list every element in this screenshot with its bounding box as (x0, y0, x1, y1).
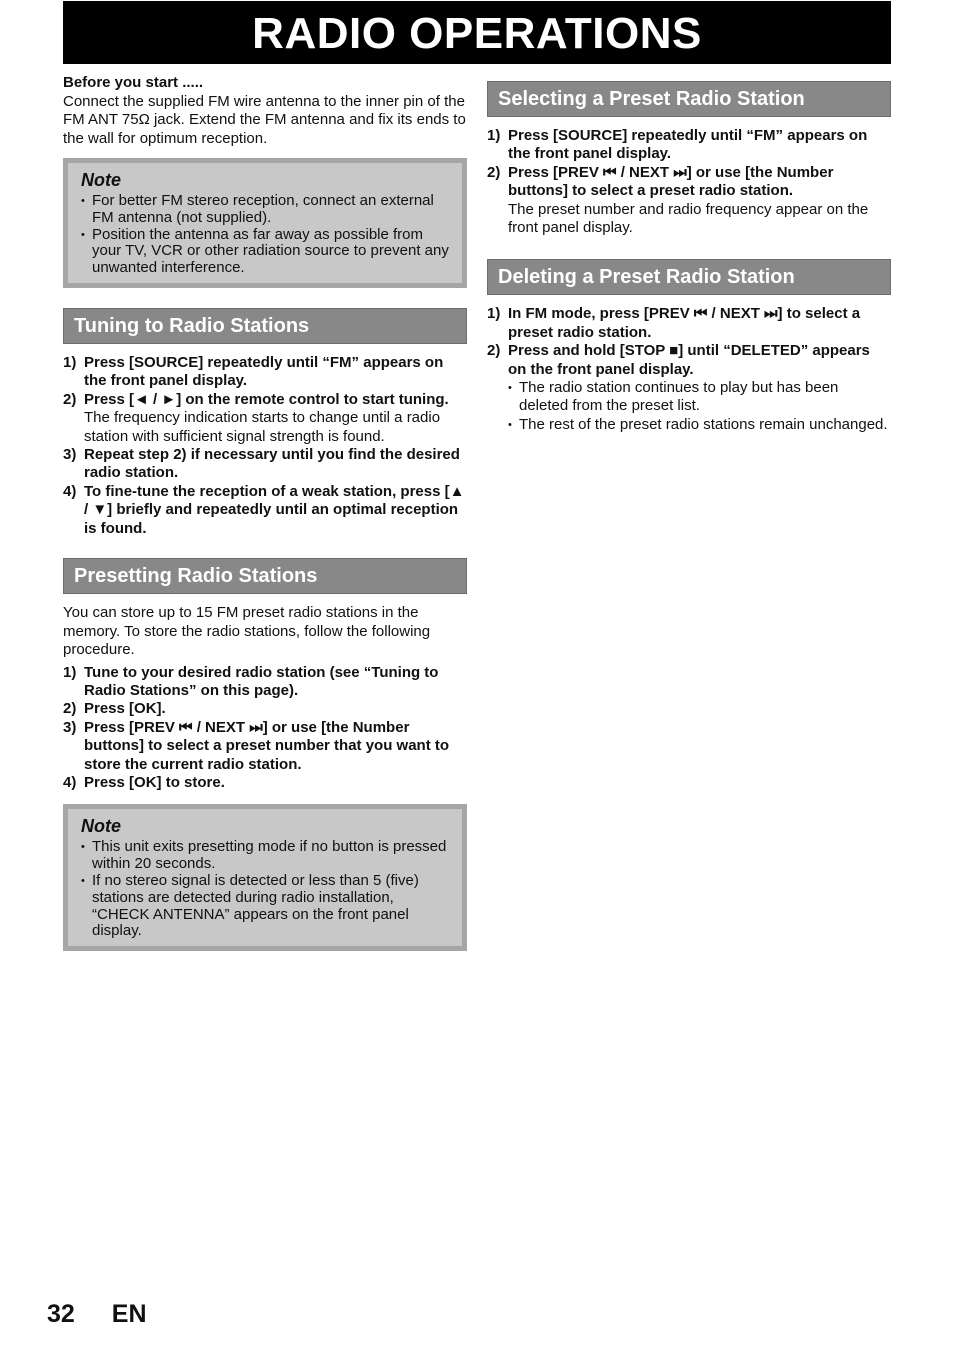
note-box-antenna (63, 158, 467, 288)
step-text: To fine-tune the reception of a weak station, press [▲ / ▼] briefly and repeatedly until an optimal reception is found. (84, 482, 465, 537)
step-text: Press [◄ / ►] on the remote control to start tuning. (84, 390, 449, 408)
intro-body: Connect the supplied FM wire antenna to the inner pin of the FM ANT 75Ω jack. Extend the FM antenna and fix its ends to the wall for optimum reception. (63, 92, 466, 147)
step-number: 2) (63, 700, 77, 718)
presetting-steps (63, 664, 467, 793)
note-item: • If no stereo signal is detected or less than 5 (five) stations are detected during radio installation, “CHECK ANTENNA” appears on the front panel display. (76, 873, 454, 940)
deleting-bullets (508, 379, 891, 434)
step-text: Press [SOURCE] repeatedly until “FM” appears on the front panel display. (508, 127, 868, 163)
step-number: 1) (487, 305, 501, 323)
note-title: Note (81, 816, 121, 837)
step-text: Press [OK] to store. (84, 773, 225, 791)
step-number: 3) (63, 718, 77, 736)
step-item (487, 164, 891, 238)
step-number: 2) (63, 390, 77, 408)
step-item (63, 700, 467, 718)
section-heading-selecting: Selecting a Preset Radio Station (487, 81, 891, 117)
presetting-intro: You can store up to 15 FM preset radio stations in the memory. To store the radio stations, follow the following procedure. (63, 604, 431, 659)
step-item (487, 342, 891, 434)
step-text: Repeat step 2) if necessary until you find the desired radio station. (84, 446, 460, 482)
note-list (76, 193, 454, 277)
step-item (63, 354, 467, 391)
step-number: 2) (487, 342, 501, 360)
step-number: 1) (63, 663, 77, 681)
step-text: In FM mode, press [PREV ⏮ / NEXT ⏭] to select a preset radio station. (508, 305, 861, 341)
right-column (487, 81, 891, 434)
page-number: 32 (47, 1300, 75, 1328)
bullet-item: • The rest of the preset radio stations remain unchanged. (508, 416, 891, 434)
step-number: 3) (63, 446, 77, 464)
note-item: • Position the antenna as far away as possible from your TV, VCR or other radiation source to prevent any unwanted interference. (76, 227, 454, 277)
note-item: • This unit exits presetting mode if no button is pressed within 20 seconds. (76, 839, 454, 873)
step-item (63, 446, 467, 483)
step-item (63, 483, 467, 538)
language-code: EN (111, 1300, 147, 1328)
section-heading-presetting: Presetting Radio Stations (63, 558, 467, 594)
step-detail: The frequency indication starts to change until a radio station with sufficient signal strength is found. (84, 409, 441, 445)
step-item (487, 127, 891, 164)
step-item (63, 664, 467, 701)
step-item (63, 391, 467, 446)
deleting-steps (487, 305, 891, 434)
step-item (63, 774, 467, 792)
note-list (76, 839, 454, 940)
page-footer (47, 1298, 147, 1330)
step-number: 4) (63, 482, 77, 500)
step-text: Press [SOURCE] repeatedly until “FM” appears on the front panel display. (84, 353, 444, 390)
bullet-item: • The radio station continues to play but has been deleted from the preset list. (508, 379, 891, 416)
step-item (63, 719, 467, 774)
step-detail: The preset number and radio frequency appear on the front panel display. (508, 200, 869, 237)
step-number: 2) (487, 163, 501, 181)
step-number: 4) (63, 773, 77, 791)
note-item: • For better FM stereo reception, connect an external FM antenna (not supplied). (76, 193, 454, 227)
intro-heading: Before you start ..... (63, 74, 204, 91)
step-text: Press and hold [STOP ■] until “DELETED” appears on the front panel display. (508, 342, 870, 378)
page-title: RADIO OPERATIONS (63, 1, 891, 64)
section-heading-deleting: Deleting a Preset Radio Station (487, 259, 891, 295)
step-item (487, 305, 891, 342)
tuning-steps (63, 354, 467, 538)
selecting-steps (487, 127, 891, 237)
left-column (63, 74, 467, 951)
step-text: Press [PREV ⏮ / NEXT ⏭] or use [the Number buttons] to select a preset number that you want to store the current radio station. (84, 718, 450, 773)
step-text: Press [OK]. (84, 700, 166, 718)
section-heading-tuning: Tuning to Radio Stations (63, 308, 467, 344)
step-number: 1) (63, 353, 77, 371)
note-title: Note (81, 170, 121, 190)
step-text: Tune to your desired radio station (see “Tuning to Radio Stations” on this page). (84, 663, 439, 699)
step-number: 1) (487, 127, 501, 144)
step-text: Press [PREV ⏮ / NEXT ⏭] or use [the Number buttons] to select a preset radio station. (508, 163, 834, 200)
note-box-presetting (63, 804, 467, 951)
